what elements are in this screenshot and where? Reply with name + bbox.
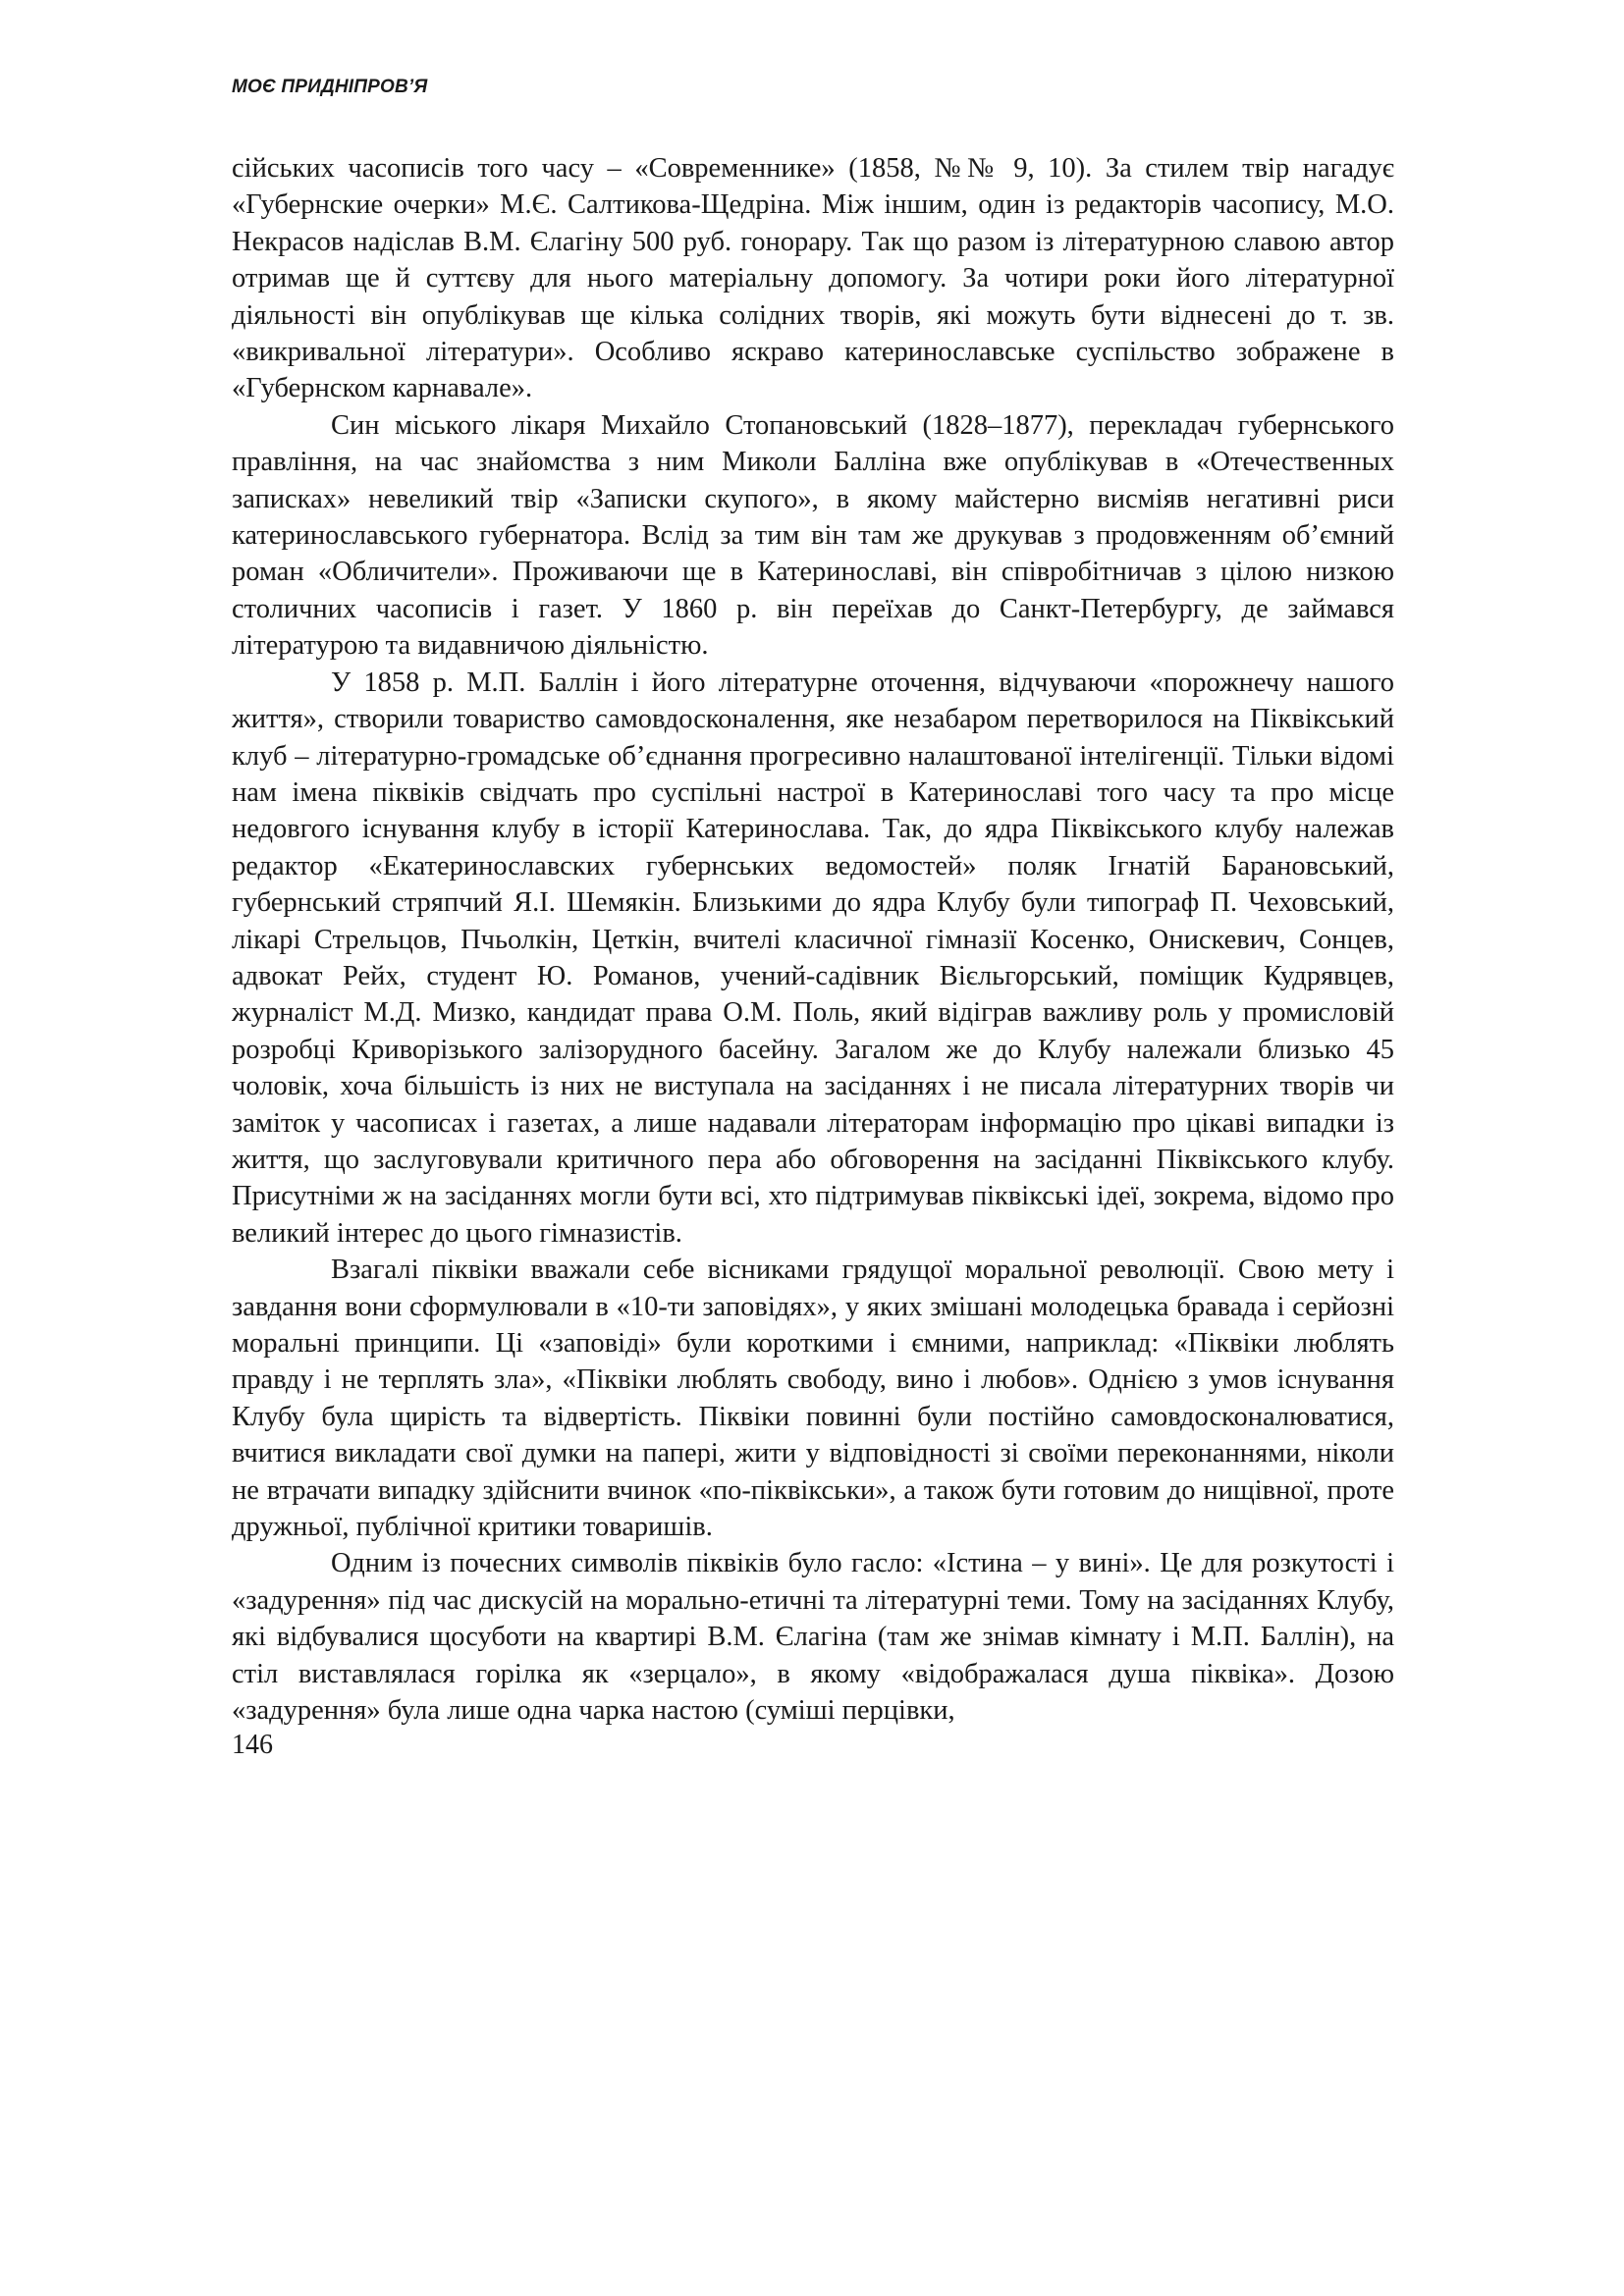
body-text	[232, 150, 1394, 1729]
page-number: 146	[232, 1730, 273, 1760]
paragraph-5: Одним із почесних символів піквіків було гасло: «Істина – у вині». Це для розкутості і «задурення» під час дискусій на морально-етичні та літературні теми. Тому на засіданнях Клубу, які відбувалися щосуботи на квартирі В.М. Єлагіна (там же знімав кімнату і М.П. Баллін), на стіл виставлялася горілка як «зерцало», в якому «відображалася душа піквіка». Дозою «задурення» була лише одна чарка настою (суміші перцівки,	[232, 1548, 1394, 1727]
paragraph-2: Син міського лікаря Михайло Стопановський (1828–1877), перекладач губернського правління, на час знайомства з ним Миколи Балліна вже опублікував в «Отечественных записках» невеликий твір «Записки скупого», в якому майстерно висміяв негативні риси катеринославського губернатора. Вслід за тим він там же друкував з продовженням об’ємний роман «Обличители». Проживаючи ще в Катеринославі, він співробітничав з цілою низкою столичних часописів і газет. У 1860 р. він переїхав до Санкт-Петербургу, де займався літературою та видавничою діяльністю.	[232, 409, 1394, 662]
running-header: МОЄ ПРИДНІПРОВ’Я	[232, 77, 428, 97]
paragraph-1: сійських часописів того часу – «Современнике» (1858, №№ 9, 10). За стилем твір нагадує «Губернские очерки» М.Є. Салтикова-Щедріна. Між іншим, один із редакторів часопису, М.О. Некрасов надіслав В.М. Єлагіну 500 руб. гонорару. Так що разом із літературною славою автор отримав ще й суттєву для нього матеріальну допомогу. За чотири роки його літературної діяльності він опублікував ще кілька солідних творів, які можуть бути віднесені до т. зв. «викривальної літератури». Особливо яскраво катеринославське суспільство зображене в «Губернском карнавале».	[232, 153, 1394, 404]
paragraph-4: Взагалі піквіки вважали себе вісниками грядущої моральної революції. Свою мету і завдання вони сформулювали в «10-ти заповідях», у яких змішані молодецька бравада і серйозні моральні принципи. Ці «заповіді» були короткими і ємними, наприклад: «Піквіки люблять правду і не терплять зла», «Піквіки люблять свободу, вино і любов». Однією з умов існування Клубу була щирість та відвертість. Піквіки повинні були постійно самовдосконалюватися, вчитися викладати свої думки на папері, жити у відповідності зі своїми переконаннями, ніколи не втрачати випадку здійснити вчинок «по-піквікськи», а також бути готовим до нищівної, проте дружньої, публічної критики товаришів.	[232, 1255, 1394, 1543]
paragraph-3: У 1858 р. М.П. Баллін і його літературне оточення, відчуваючи «порожнечу нашого життя», створили товариство самовдосконалення, яке незабаром перетворилося на Піквікський клуб – літературно-громадське об’єднання прогресивно налаштованої інтелігенції. Тільки відомі нам імена піквіків свідчать про суспільні настрої в Катеринославі того часу та про місце недовгого існування клубу в історії Катеринослава. Так, до ядра Піквікського клубу належав редактор «Екатеринославских губернських ведомостей» поляк Ігнатій Барановський, губернський стряпчий Я.І. Шемякін. Близькими до ядра Клубу були типограф П. Чеховський, лікарі Стрельцов, Пчьолкін, Цеткін, вчителі класичної гімназії Косенко, Онискевич, Сонцев, адвокат Рейх, студент Ю. Романов, учений-садівник Вієльгорський, поміщик Кудрявцев, журналіст М.Д. Мизко, кандидат права О.М. Поль, який відіграв важливу роль у промисловій розробці Криворізького залізорудного басейну. Загалом же до Клубу належали близько 45 чоловік, хоча більшість із них не виступала на засіданнях і не писала літературних творів чи заміток у часописах і газетах, а лише надавали літераторам інформацію про цікаві випадки із життя, що заслуговували критичного пера або обговорення на засіданні Піквікського клубу. Присутніми ж на засіданнях могли бути всі, хто підтримував піквікські ідеї, зокрема, відомо про великий інтерес до цього гімназистів.	[232, 667, 1394, 1249]
